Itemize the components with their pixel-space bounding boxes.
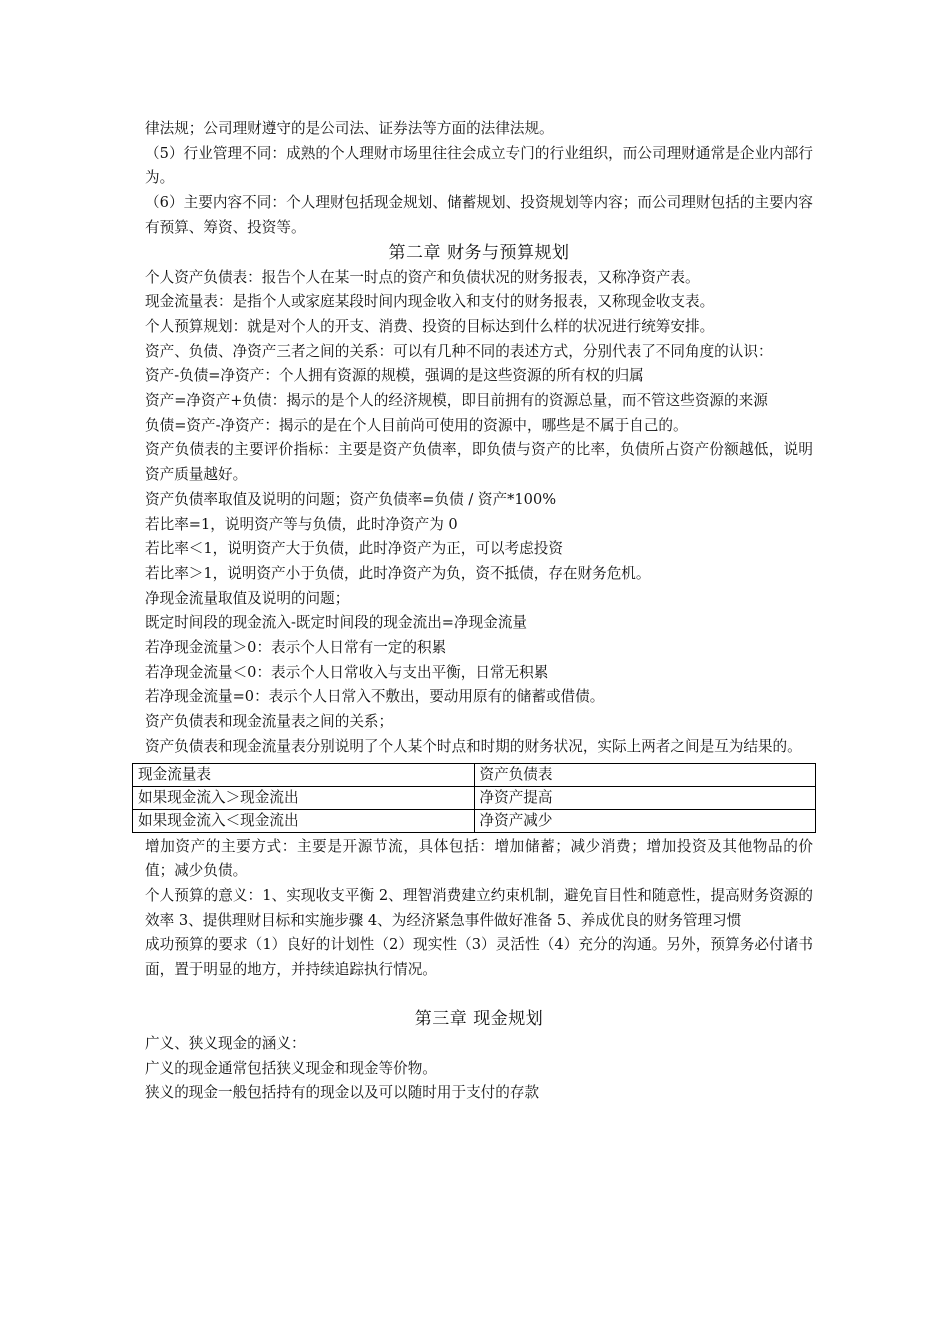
paragraph: 资产=净资产+负债：揭示的是个人的经济规模，即目前拥有的资源总量，而不管这些资源的来源 [145, 392, 768, 410]
paragraph: 既定时间段的现金流入-既定时间段的现金流出=净现金流量 [145, 614, 528, 632]
table-cell: 如果现金流入＞现金流出 [133, 786, 475, 809]
paragraph: 若比率＜1，说明资产大于负债，此时净资产为正，可以考虑投资 [145, 540, 563, 558]
paragraph: 狭义的现金一般包括持有的现金以及可以随时用于支付的存款 [145, 1084, 540, 1102]
paragraph: 律法规；公司理财遵守的是公司法、证券法等方面的法律法规。 [145, 120, 554, 137]
paragraph: 资产负债表的主要评价指标：主要是资产负债率，即负债与资产的比率，负债所占资产份额越低，说明资产质量越好。 [145, 441, 813, 484]
paragraph: 广义、狭义现金的涵义： [145, 1034, 306, 1052]
paragraph: 若净现金流量＜0：表示个人日常收入与支出平衡，日常无积累 [145, 663, 549, 681]
paragraph: 资产、负债、净资产三者之间的关系：可以有几种不同的表述方式，分别代表了不同角度的认识： [145, 342, 773, 360]
paragraph: 资产负债表和现金流量表之间的关系； [145, 713, 394, 731]
table-header-cell: 资产负债表 [474, 763, 816, 786]
paragraph: 若比率=1，说明资产等与负债，此时净资产为 0 [145, 515, 458, 533]
paragraph: 若比率＞1，说明资产小于负债，此时净资产为负，资不抵债，存在财务危机。 [145, 564, 651, 582]
table-cell: 如果现金流入＜现金流出 [133, 809, 475, 832]
table-row [133, 809, 816, 832]
table-cell: 净资产提高 [474, 786, 816, 809]
paragraph: 个人预算规划：就是对个人的开支、消费、投资的目标达到什么样的状况进行统筹安排。 [145, 317, 715, 335]
table-header-row [133, 763, 816, 786]
chapter-heading: 第三章 现金规划 [414, 1008, 544, 1029]
paragraph: 成功预算的要求（1）良好的计划性（2）现实性（3）灵活性（4）充分的沟通。另外，预算务必付诸书面，置于明显的地方，并持续追踪执行情况。 [145, 936, 813, 979]
paragraph: 个人预算的意义：1、实现收支平衡 2、理智消费建立约束机制，避免盲目性和随意性，提高财务资源的效率 3、提供理财目标和实施步骤 4、为经济紧急事件做好准备 5、养成优良的财务管理习惯 [145, 886, 813, 929]
document-page [138, 117, 813, 1106]
paragraph: 负债=资产-净资产：揭示的是在个人目前尚可使用的资源中，哪些是不属于自己的。 [145, 416, 688, 434]
paragraph: 广义的现金通常包括狭义现金和现金等价物。 [145, 1059, 437, 1077]
paragraph: 增加资产的主要方式：主要是开源节流，具体包括：增加储蓄；减少消费；增加投资及其他物品的价值；减少负债。 [145, 837, 813, 880]
chapter-heading: 第二章 财务与预算规划 [388, 242, 570, 263]
paragraph: 个人资产负债表：报告个人在某一时点的资产和负债状况的财务报表，又称净资产表。 [145, 268, 700, 286]
paragraph: （6）主要内容不同：个人理财包括现金规划、储蓄规划、投资规划等内容；而公司理财包括的主要内容有预算、筹资、投资等。 [145, 194, 813, 236]
table-header-cell: 现金流量表 [133, 763, 475, 786]
table-row [133, 786, 816, 809]
paragraph: （5）行业管理不同：成熟的个人理财市场里往往会成立专门的行业组织，而公司理财通常是企业内部行为。 [145, 144, 813, 187]
blank-line [145, 983, 813, 1007]
paragraph: 资产负债表和现金流量表分别说明了个人某个时点和时期的财务状况，实际上两者之间是互为结果的。 [145, 737, 802, 755]
comparison-table [132, 763, 816, 833]
paragraph: 现金流量表：是指个人或家庭某段时间内现金收入和支付的财务报表，又称现金收支表。 [145, 293, 715, 311]
paragraph: 若净现金流量=0：表示个人日常入不敷出，要动用原有的储蓄或借债。 [145, 688, 605, 706]
paragraph: 净现金流量取值及说明的问题； [145, 589, 350, 607]
paragraph: 资产负债率取值及说明的问题；资产负债率=负债 / 资产*100% [145, 490, 557, 508]
paragraph: 资产-负债=净资产：个人拥有资源的规模，强调的是这些资源的所有权的归属 [145, 367, 644, 385]
table-cell: 净资产减少 [474, 809, 816, 832]
paragraph: 若净现金流量＞0：表示个人日常有一定的积累 [145, 639, 447, 657]
